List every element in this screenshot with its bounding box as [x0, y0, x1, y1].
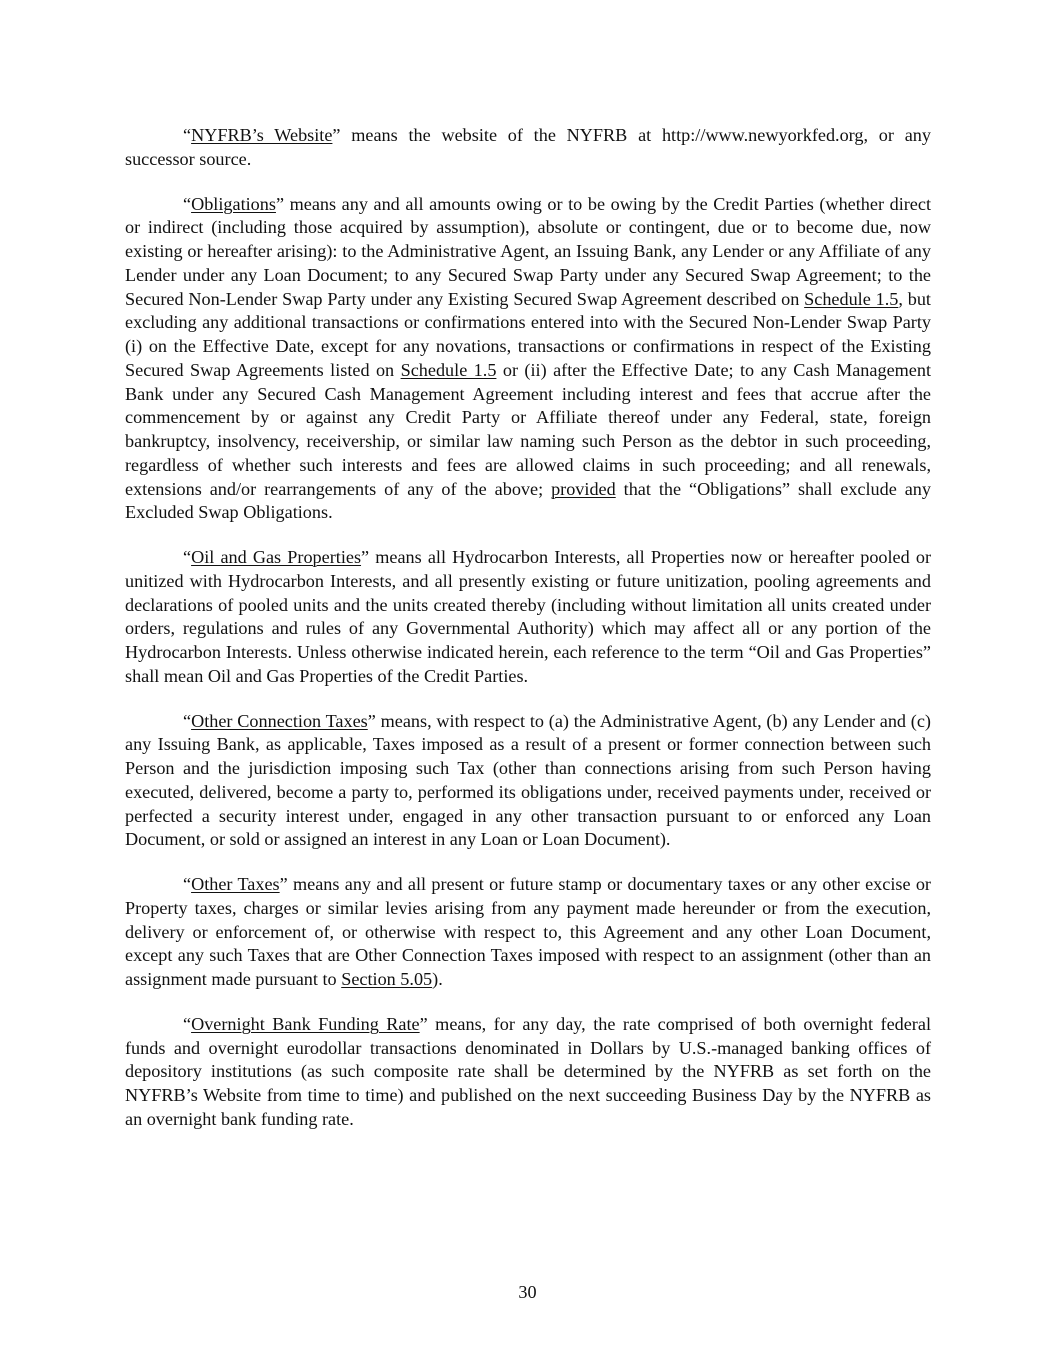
defined-term: Oil and Gas Properties — [191, 547, 362, 567]
definition-text: ” means, for any day, the rate comprised of both overnight federal funds and overnight eurodollar transactions denominated in Dollars by U.S.-managed banking offices of depository institutions (as such composite rate shall be determined by the NYFRB as set forth on the NYFRB’s Website from time to time) and published on the next succeeding Business Day by the NYFRB as an overnight bank funding rate. — [125, 1013, 931, 1129]
defined-term: Other Taxes — [191, 874, 280, 894]
defined-term: NYFRB’s Website — [191, 125, 333, 145]
definition-other-taxes: “Other Taxes” means any and all present or future stamp or documentary taxes or any other excise or Property taxes, charges or similar levies arising from any payment made hereunder or from the execution, delivery or enforcement of, or otherwise with respect to, this Agreement and any other Loan Document, except any such Taxes that are Other Connection Taxes imposed with respect to an assignment (other than an assignment made pursuant to Section 5.05). — [125, 874, 931, 989]
definition-text: ” means, with respect to (a) the Administrative Agent, (b) any Lender and (c) any Issuing Bank, as applicable, Taxes imposed as a result of a present or former connection between such Person and the jurisdiction imposing such Tax (other than connections arising from such Person having executed, delivered, become a party to, performed its obligations under, received payments under, received or perfected a security interest under, engaged in any other transaction pursuant to or enforced any Loan Document, or sold or assigned an interest in any Loan or Loan Document). — [125, 710, 931, 850]
definition-text: ” means the website of the NYFRB at http://www.newyorkfed.org, or any successor source. — [125, 125, 931, 169]
definition-other-connection-taxes: “Other Connection Taxes” means, with respect to (a) the Administrative Agent, (b) any Lender and (c) any Issuing Bank, as applicable, Taxes imposed as a result of a present or former connection between such Person and the jurisdiction imposing such Tax (other than connections arising from such Person having executed, delivered, become a party to, performed its obligations under, received payments under, received or perfected a security interest under, engaged in any other transaction pursuant to or enforced any Loan Document, or sold or assigned an interest in any Loan or Loan Document). — [125, 710, 931, 850]
page-number: 30 — [518, 1282, 537, 1302]
defined-term: Overnight Bank Funding Rate — [191, 1013, 420, 1034]
defined-term: Obligations — [191, 193, 276, 214]
definition-text: ” means any and all present or future stamp or documentary taxes or any other excise or Property taxes, charges or similar levies arising from any payment made hereunder or from the execution, delivery or enforcement of, or otherwise with respect to, this Agreement and any other Loan Document, except any such Taxes that are Other Connection Taxes imposed with respect to an assignment (other than an assignment made pursuant to — [125, 874, 931, 989]
schedule-reference: Schedule 1.5 — [804, 288, 899, 309]
definition-text: ” means all Hydrocarbon Interests, all Properties now or hereafter pooled or unitized with Hydrocarbon Interests, and all presently existing or future unitization, pooling agreements and declarations of pooled units and the units created thereby (including without limitation all units created under orders, regulations and rules of any Governmental Authority) which may affect all or any portion of the Hydrocarbon Interests. Unless otherwise indicated herein, each reference to the term “Oil and Gas Properties” shall mean Oil and Gas Properties of the Credit Parties. — [125, 547, 932, 686]
definition-oil-and-gas-properties: “Oil and Gas Properties” means all Hydrocarbon Interests, all Properties now or hereafter pooled or unitized with Hydrocarbon Interests, and all presently existing or future unitization, pooling agreements and declarations of pooled units and the units created thereby (including without limitation all units created under orders, regulations and rules of any Governmental Authority) which may affect all or any portion of the Hydrocarbon Interests. Unless otherwise indicated herein, each reference to the term “Oil and Gas Properties” shall mean Oil and Gas Properties of the Credit Parties. — [125, 547, 932, 686]
definition-text: , but excluding any additional transactions or confirmations entered into with the Secured Non-Lender Swap Party (i) on the Effective Date, except for any novations, transactions or confirmations in respect of the Existing Secured Swap Agreements listed on — [125, 288, 931, 380]
definition-text: ” means any and all amounts owing or to be owing by the Credit Parties (whether direct or indirect (including those acquired by assumption), absolute or contingent, due or to become due, now existing or hereafter arising): to the Administrative Agent, an Issuing Bank, any Lender or any Affiliate of any Lender under any Loan Document; to any Secured Swap Party under any Secured Swap Agreement; to the Secured Non-Lender Swap Party under any Existing Secured Swap Agreement described on — [125, 193, 931, 309]
definition-overnight-bank-funding-rate: “Overnight Bank Funding Rate” means, for any day, the rate comprised of both overnight federal funds and overnight eurodollar transactions denominated in Dollars by U.S.-managed banking offices of depository institutions (as such composite rate shall be determined by the NYFRB as set forth on the NYFRB’s Website from time to time) and published on the next succeeding Business Day by the NYFRB as an overnight bank funding rate. — [125, 1013, 931, 1129]
definition-text: ). — [432, 969, 443, 989]
definition-text: that the “Obligations” shall exclude any Excluded Swap Obligations. — [125, 478, 931, 523]
definition-obligations: “Obligations” means any and all amounts owing or to be owing by the Credit Parties (whether direct or indirect (including those acquired by assumption), absolute or contingent, due or to become due, now existing or hereafter arising): to the Administrative Agent, an Issuing Bank, any Lender or any Affiliate of any Lender under any Loan Document; to any Secured Swap Party under any Secured Swap Agreement; to the Secured Non-Lender Swap Party under any Existing Secured Swap Agreement described on Schedule 1.5, but excluding any additional transactions or confirmations entered into with the Secured Non-Lender Swap Party (i) on the Effective Date, except for any novations, transactions or confirmations in respect of the Existing Secured Swap Agreements listed on Schedule 1.5 or (ii) after the Effective Date; to any Cash Management Bank under any Secured Cash Management Agreement including interest and fees that accrue after the commencement by or against any Credit Party or Affiliate thereof under any Federal, state, foreign bankruptcy, insolvency, receivership, or similar law naming such Person as the debtor in such proceeding, regardless of whether such interests and fees are allowed claims in such proceeding; and all renewals, extensions and/or rearrangements of any of the above; provided that the “Obligations” shall exclude any Excluded Swap Obligations. — [125, 193, 932, 523]
document-page — [125, 124, 931, 1153]
definition-nyfrbs-website: “NYFRB’s Website” means the website of the NYFRB at http://www.newyorkfed.org, or any successor source. — [125, 125, 931, 169]
proviso-term: provided — [551, 478, 616, 499]
defined-term: Other Connection Taxes — [191, 710, 368, 731]
section-reference: Section 5.05 — [341, 969, 433, 989]
definition-text: or (ii) after the Effective Date; to any Cash Management Bank under any Secured Cash Management Agreement including interest and fees that accrue after the commencement by or against any Credit Party or Affiliate thereof under any Federal, state, foreign bankruptcy, insolvency, receivership, or similar law naming such Person as the debtor in such proceeding, regardless of whether such interests and fees are allowed claims in such proceeding; and all renewals, extensions and/or rearrangements of any of the above; — [125, 359, 932, 499]
schedule-reference: Schedule 1.5 — [400, 359, 497, 380]
